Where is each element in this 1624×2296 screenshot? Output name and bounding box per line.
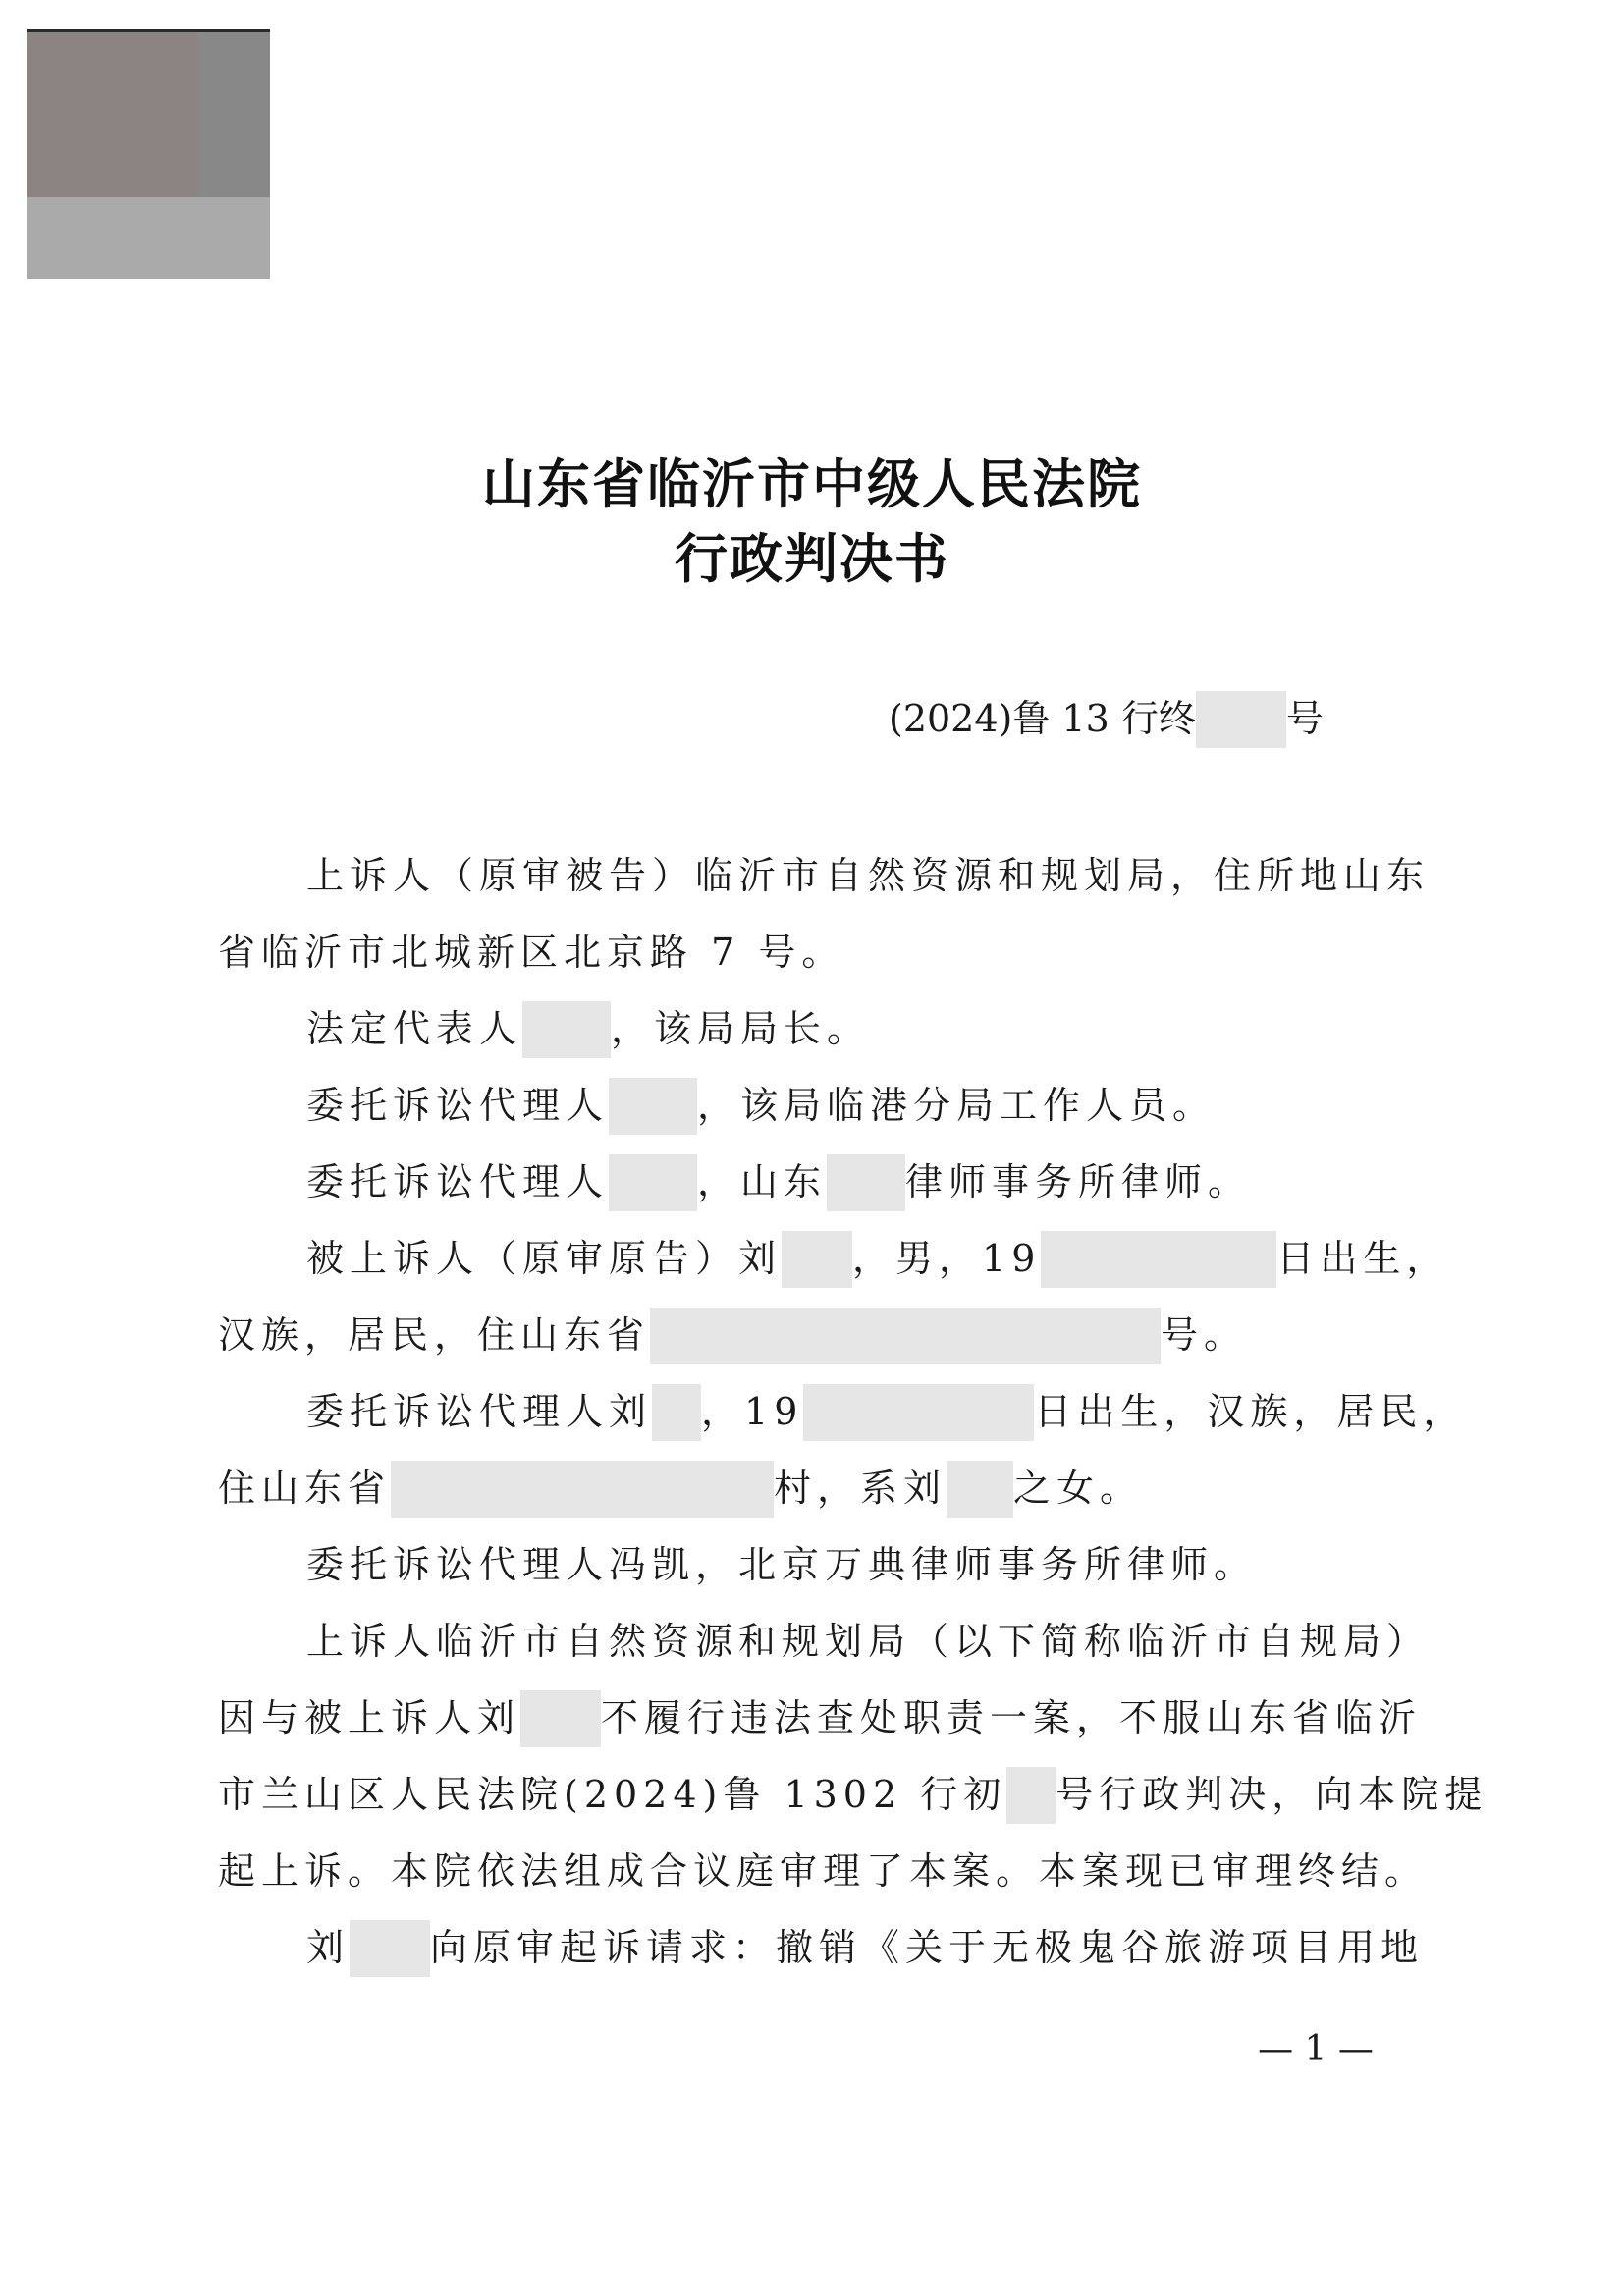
paragraph-line — [218, 1765, 1489, 1828]
text-run: 向原审起诉请求：撤销《关于无极鬼谷旅游项目用地 — [430, 1926, 1425, 1969]
text-run: 汉族，居民，住山东省 — [218, 1313, 651, 1357]
page-number: — 1 — — [1258, 2029, 1374, 2069]
text-run: 被上诉人（原审原告）刘 — [306, 1237, 783, 1280]
text-run: ，山东 — [697, 1160, 828, 1203]
redaction-box — [520, 1690, 601, 1747]
case-number-prefix: (2024)鲁 13 行终 — [889, 697, 1196, 740]
paragraph-line — [218, 1152, 1445, 1215]
text-run: 律师事务所律师。 — [905, 1160, 1252, 1203]
text-run: 之女。 — [1013, 1467, 1144, 1510]
text-run: 刘 — [306, 1926, 351, 1969]
redaction-box — [609, 1078, 697, 1135]
corner-redaction-bottom — [27, 197, 270, 279]
court-name-title: 山东省临沂市中级人民法院 — [482, 454, 1142, 515]
corner-redaction-block — [27, 32, 270, 279]
redaction-box — [522, 1001, 611, 1058]
paragraph-line — [218, 1076, 1445, 1139]
redaction-box — [609, 1154, 697, 1211]
paragraph-line — [218, 1612, 1445, 1675]
paragraph-line — [218, 1535, 1445, 1598]
case-number — [889, 689, 1324, 748]
text-run: 号。 — [1161, 1313, 1248, 1357]
document-type-title: 行政判决书 — [675, 528, 949, 590]
paragraph-line — [218, 1918, 1445, 1981]
paragraph-line — [218, 1842, 1445, 1904]
text-run: 号行政判决，向本院提 — [1056, 1773, 1489, 1816]
text-run: 起上诉。本院依法组成合议庭审理了本案。本案现已审理终结。 — [218, 1849, 1429, 1893]
redaction-box — [391, 1461, 774, 1518]
redaction-box — [947, 1461, 1013, 1518]
text-run: ，19 — [701, 1390, 804, 1433]
redaction-box — [650, 1308, 1161, 1364]
text-run: 市兰山区人民法院(2024)鲁 1302 行初 — [218, 1773, 1007, 1816]
text-run: 委托诉讼代理人冯凯，北京万典律师事务所律师。 — [306, 1543, 1258, 1586]
redaction-box — [652, 1384, 701, 1441]
redaction-box — [1041, 1231, 1276, 1288]
redaction-box — [1196, 691, 1286, 748]
text-run: ，该局临港分局工作人员。 — [697, 1084, 1217, 1127]
text-run: 村，系刘 — [774, 1467, 947, 1510]
paragraph-line — [218, 1229, 1450, 1292]
case-number-suffix: 号 — [1285, 697, 1324, 740]
text-run: 法定代表人 — [306, 1007, 523, 1050]
paragraph-line — [218, 1306, 1445, 1368]
text-run: 上诉人临沂市自然资源和规划局（以下简称临沂市自规局） — [306, 1620, 1431, 1663]
text-run: 因与被上诉人刘 — [218, 1696, 521, 1739]
redaction-box — [1006, 1767, 1056, 1824]
text-run: 委托诉讼代理人 — [306, 1084, 610, 1127]
paragraph-line — [218, 999, 1445, 1062]
text-run: ，该局局长。 — [611, 1007, 871, 1050]
corner-redaction-right — [197, 32, 270, 197]
text-run: 日出生，汉族，居民， — [1034, 1390, 1467, 1433]
redaction-box — [803, 1384, 1034, 1441]
paragraph-line — [218, 1688, 1445, 1751]
text-run: 上诉人（原审被告）临沂市自然资源和规划局，住所地山东 — [306, 854, 1431, 897]
paragraph-line — [218, 846, 1445, 909]
text-run: 住山东省 — [218, 1467, 392, 1510]
corner-redaction-left — [27, 32, 197, 197]
text-run: 日出生， — [1276, 1237, 1450, 1280]
paragraph-line — [218, 923, 1445, 986]
redaction-box — [827, 1154, 905, 1211]
text-run: 不履行违法查处职责一案，不服山东省临沂 — [601, 1696, 1423, 1739]
text-run: 委托诉讼代理人 — [306, 1160, 610, 1203]
redaction-box — [782, 1231, 852, 1288]
paragraph-line — [218, 1382, 1467, 1445]
paragraph-line — [218, 1459, 1445, 1522]
text-run: ，男，19 — [852, 1237, 1042, 1280]
text-run: 省临沂市北城新区北京路 7 号。 — [218, 931, 845, 974]
redaction-box — [350, 1920, 430, 1977]
text-run: 委托诉讼代理人刘 — [306, 1390, 653, 1433]
